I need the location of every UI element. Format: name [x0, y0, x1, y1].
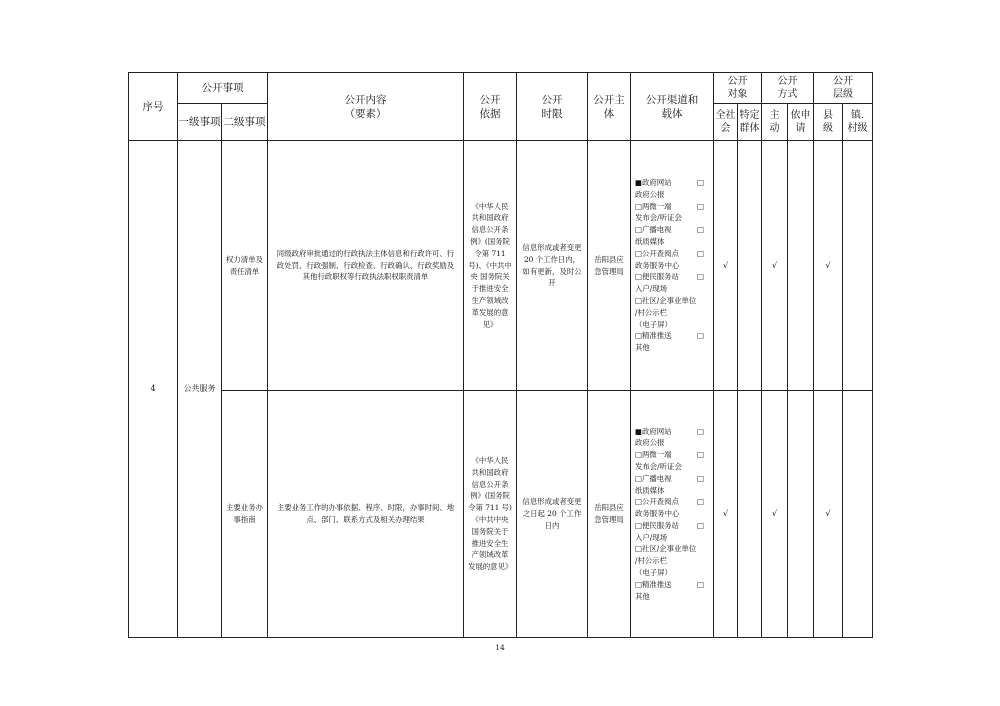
- channel-item: □广播电视 □: [635, 225, 704, 235]
- page-number: 14: [495, 643, 505, 652]
- channel-item: 纸质媒体: [635, 237, 665, 246]
- channel-item: □便民服务站 □: [635, 520, 704, 530]
- check-mode-active: √: [762, 391, 788, 638]
- header-mode: 公开 方式: [762, 73, 814, 104]
- header-content: [268, 73, 464, 141]
- channel-item: □社区/企事业单位: [635, 544, 697, 554]
- row-content: 同级政府审批通过的行政执法主体信息和行政许可、行政处罚、行政强制、行政检查、行政确认、行政奖励及其他行政职权等行政执法职权职责清单: [268, 141, 464, 391]
- channel-item: /村公示栏: [635, 307, 668, 317]
- header-mode-request: 依申 请: [788, 104, 814, 141]
- check-target-all: √: [714, 391, 738, 638]
- row-channels: [631, 141, 714, 391]
- channel-item: □两微一端 □: [635, 201, 704, 211]
- channel-item: 纸质媒体: [635, 485, 665, 495]
- channel-item: □两微一端 □: [635, 450, 704, 460]
- row-channels: [631, 391, 714, 638]
- channel-item: □公开查阅点 □: [635, 497, 704, 507]
- check-level-county: √: [814, 391, 843, 638]
- channel-item: 入户/现场: [635, 532, 668, 542]
- channel-item: 入户/现场: [635, 284, 668, 294]
- channel-item: □广播电视 □: [635, 473, 704, 483]
- channel-list: [631, 177, 713, 354]
- header-item-group: 公开事项: [178, 73, 268, 104]
- row-basis: 《中华人民共和国政府信息公开条例》(国务院令第 711 号)《中共中央 国务院关于推进安全生产领域改革发展的意见》: [464, 391, 517, 638]
- channel-item: 政务服务中心: [635, 509, 680, 519]
- row-seq: 4: [129, 141, 178, 638]
- header-level-county: 县 级: [814, 104, 843, 141]
- check-target-specific: [738, 391, 762, 638]
- disclosure-table: [128, 72, 873, 638]
- header-target-specific: 特定 群体: [738, 104, 762, 141]
- check-level-town: [843, 141, 873, 391]
- channel-list: [631, 426, 713, 603]
- channel-item: 政府公报: [635, 438, 665, 448]
- header-seq: 序号: [129, 73, 178, 141]
- channel-item: （电子屏）: [635, 319, 672, 329]
- channel-item: ■政府网站 □: [635, 178, 704, 188]
- check-mode-request: [788, 391, 814, 638]
- row-content: 主要业务工作的办事依据、程序、时限，办事时间、地点、部门、联系方式及相关办理结果: [268, 391, 464, 638]
- channel-item: 发布会/听证会: [635, 213, 682, 223]
- header-level2: 二级事项: [222, 104, 268, 141]
- channel-item: □公开查阅点 □: [635, 248, 704, 258]
- channel-item: 政务服务中心: [635, 260, 680, 270]
- check-mode-request: [788, 141, 814, 391]
- check-mode-active: √: [762, 141, 788, 391]
- channel-item: （电子屏）: [635, 568, 672, 578]
- check-target-specific: [738, 141, 762, 391]
- row-subject: 岳阳县应急管理局: [588, 141, 631, 391]
- channel-item: 政府公报: [635, 189, 665, 199]
- row-subject: 岳阳县应急管理局: [588, 391, 631, 638]
- channel-item: □社区/企事业单位: [635, 295, 697, 305]
- header-content-title: 公开内容: [344, 93, 387, 106]
- channel-item: 其他: [635, 591, 650, 601]
- row-level1: 公共服务: [178, 141, 222, 638]
- header-basis: 公开 依据: [464, 73, 517, 141]
- header-channel: 公开渠道和 载体: [631, 73, 714, 141]
- header-target-all: 全社 会: [714, 104, 738, 141]
- channel-item: 其他: [635, 343, 650, 353]
- check-level-county: √: [814, 141, 843, 391]
- row-level2: 主要业务办事指南: [222, 391, 268, 638]
- channel-item: □精准推送 □: [635, 331, 704, 341]
- table-row: [129, 391, 873, 638]
- channel-item: 发布会/听证会: [635, 461, 682, 471]
- row-basis: 《中华人民共和国政府信息公开条例》(国务院令第 711 号)、《中共中央 国务院关于推进安全生产领域改革发展的意见》: [464, 141, 517, 391]
- header-time-limit: 公开 时限: [517, 73, 588, 141]
- row-time-limit: 信息形成或者变更 20 个工作日内，如有更新，及时公开: [517, 141, 588, 391]
- row-time-limit: 信息形成或者变更之日起 20 个工作日内: [517, 391, 588, 638]
- row-level2: 权力清单及责任清单: [222, 141, 268, 391]
- header-content-sub: （要素）: [344, 107, 387, 120]
- check-level-town: [843, 391, 873, 638]
- header-subject: 公开主 体: [588, 73, 631, 141]
- header-mode-active: 主 动: [762, 104, 788, 141]
- channel-item: □便民服务站 □: [635, 272, 704, 282]
- header-level-town: 镇. 村级: [843, 104, 873, 141]
- header-level1: 一级事项: [178, 104, 222, 141]
- channel-item: □精准推送 □: [635, 579, 704, 589]
- header-target: 公开 对象: [714, 73, 762, 104]
- header-level: 公开 层级: [814, 73, 873, 104]
- table-row: [129, 141, 873, 391]
- channel-item: ■政府网站 □: [635, 426, 704, 436]
- channel-item: /村公示栏: [635, 556, 668, 566]
- check-target-all: √: [714, 141, 738, 391]
